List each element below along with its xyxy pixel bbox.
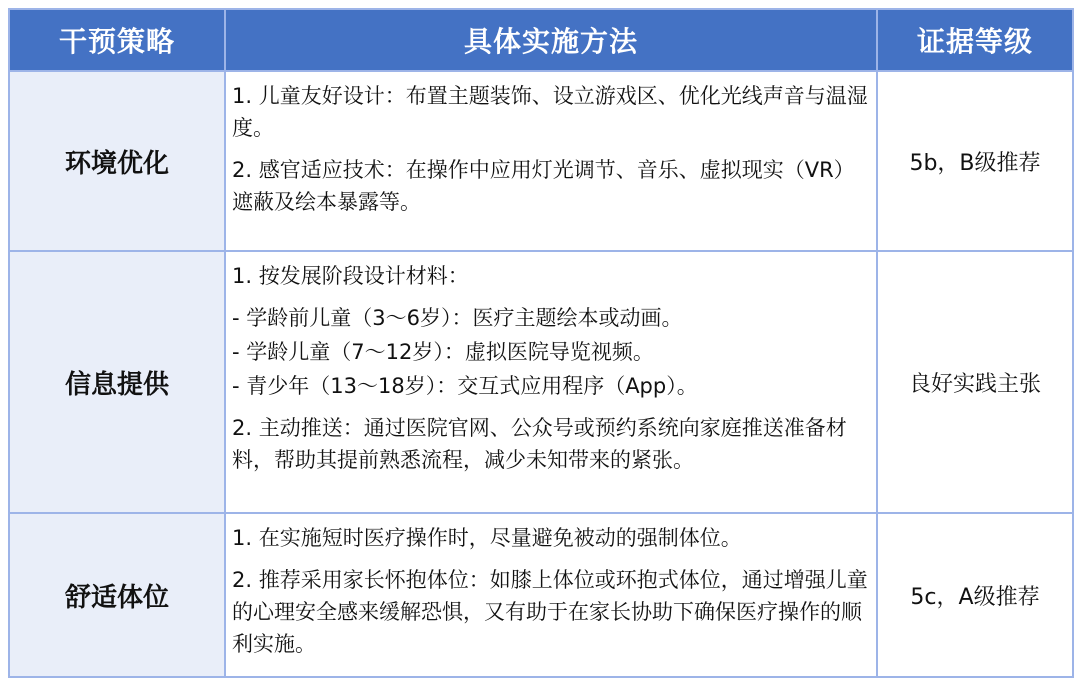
strategy-cell: 舒适体位 xyxy=(9,513,225,677)
method-item: 1. 儿童友好设计：布置主题装饰、设立游戏区、优化光线声音与温湿度。 xyxy=(232,84,868,140)
table-header-row xyxy=(9,9,1073,71)
method-item: 2. 感官适应技术：在操作中应用灯光调节、音乐、虚拟现实（VR）遮蔽及绘本暴露等。 xyxy=(232,158,855,214)
strategy-cell: 信息提供 xyxy=(9,251,225,513)
evidence-cell: 良好实践主张 xyxy=(877,251,1073,513)
table-row-environment xyxy=(9,71,1073,251)
method-cell xyxy=(225,71,877,251)
method-subitem: - 学龄前儿童（3～6岁）：医疗主题绘本或动画。 xyxy=(232,306,683,330)
evidence-cell: 5b，B级推荐 xyxy=(877,71,1073,251)
method-cell xyxy=(225,251,877,513)
evidence-cell: 5c，A级推荐 xyxy=(877,513,1073,677)
header-evidence: 证据等级 xyxy=(877,9,1073,71)
method-item: 2. 主动推送：通过医院官网、公众号或预约系统向家庭推送准备材料，帮助其提前熟悉流程，减少未知带来的紧张。 xyxy=(232,416,847,472)
header-strategy: 干预策略 xyxy=(9,9,225,71)
method-item: 1. 在实施短时医疗操作时，尽量避免被动的强制体位。 xyxy=(232,526,742,550)
method-cell xyxy=(225,513,877,677)
method-item: 1. 按发展阶段设计材料： xyxy=(232,264,469,288)
method-subitem: - 青少年（13～18岁）：交互式应用程序（App）。 xyxy=(232,374,698,398)
table-row-information xyxy=(9,251,1073,513)
method-item: 2. 推荐采用家长怀抱体位：如膝上体位或环抱式体位，通过增强儿童的心理安全感来缓解恐惧，又有助于在家长协助下确保医疗操作的顺利实施。 xyxy=(232,568,868,656)
intervention-strategy-table xyxy=(8,8,1074,678)
table-row-position xyxy=(9,513,1073,677)
method-subitem: - 学龄儿童（7～12岁）：虚拟医院导览视频。 xyxy=(232,340,654,364)
header-method: 具体实施方法 xyxy=(225,9,877,71)
strategy-cell: 环境优化 xyxy=(9,71,225,251)
